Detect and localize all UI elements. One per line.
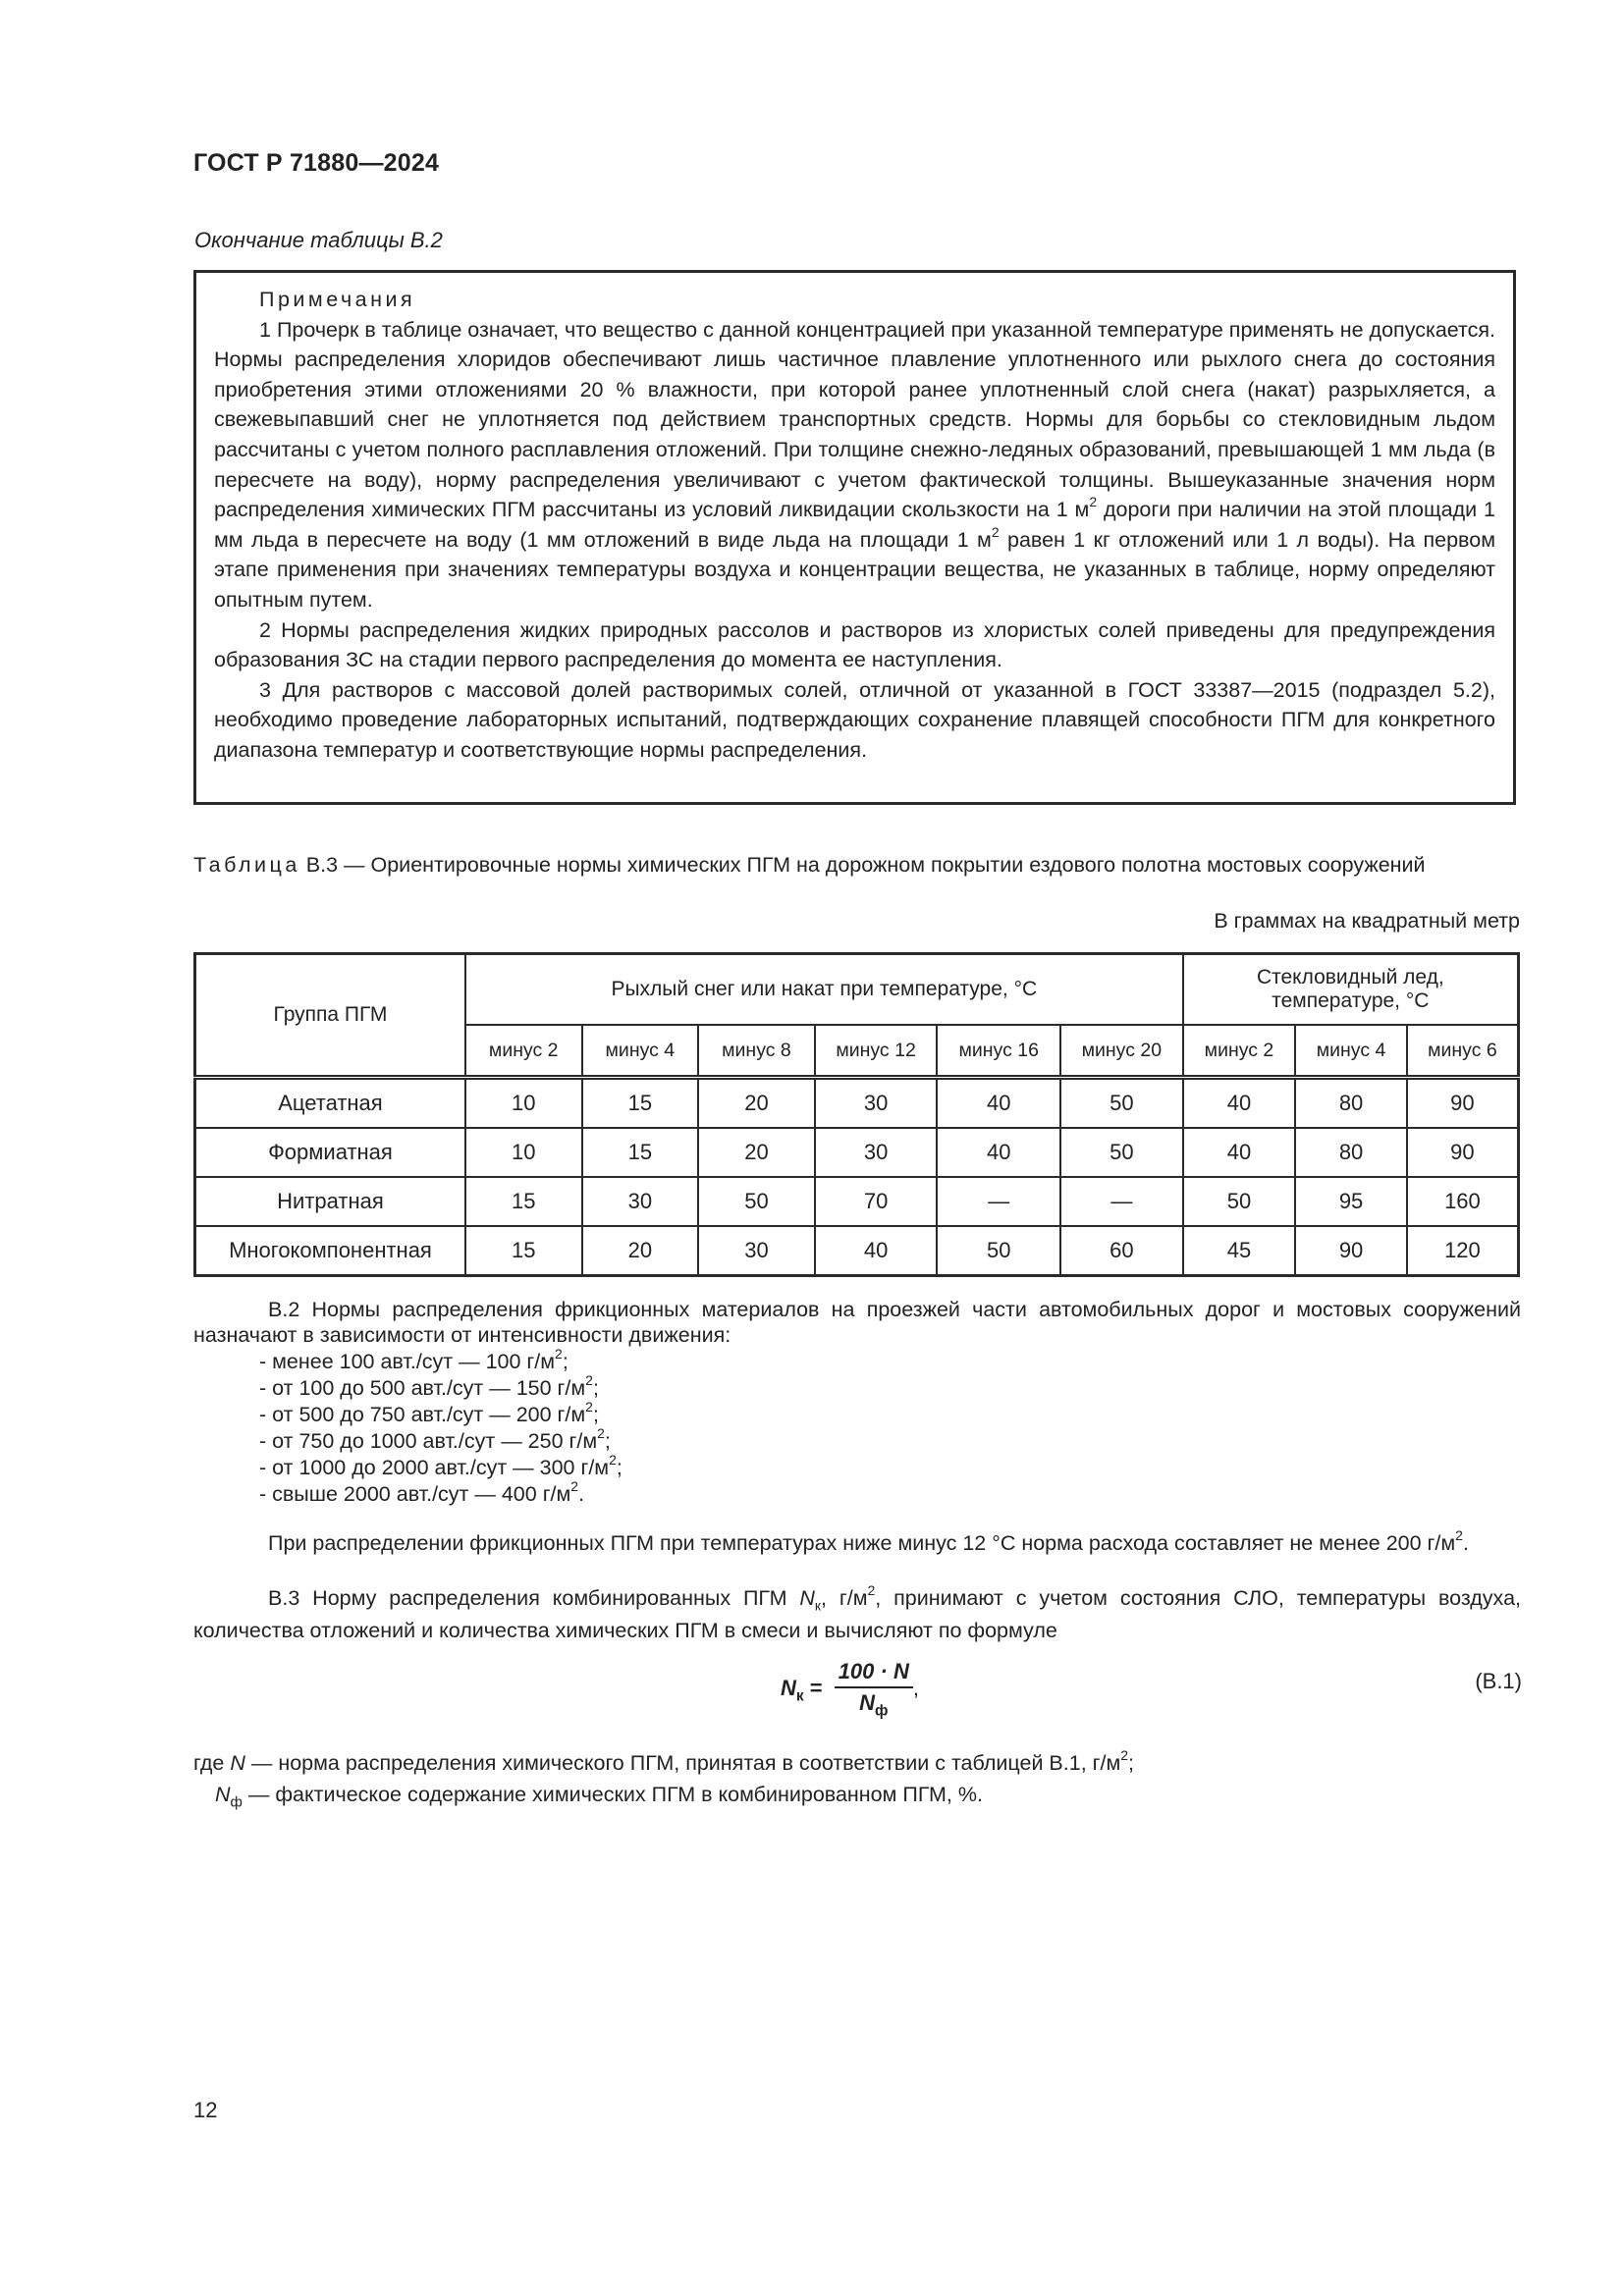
formula-fraction: $\frac{100 \cdot N}{N_ф}$ bbox=[835, 1659, 913, 1720]
table-row: Формиатная 10 15 20 30 40 50 40 80 90 bbox=[195, 1128, 1519, 1177]
notes-box bbox=[193, 270, 1516, 805]
list-item: - свыше 2000 авт./сут — 400 $г/м^2$. bbox=[259, 1477, 585, 1506]
header-temp: минус 6 bbox=[1407, 1025, 1519, 1078]
list-item: - от 100 до 500 авт./сут — 150 $г/м^2$; bbox=[259, 1371, 599, 1400]
list-item: - от 750 до 1000 авт./сут — 250 $г/м^2$; bbox=[259, 1424, 611, 1453]
table-row: Многокомпонентная 15 20 30 40 50 60 45 90 120 bbox=[195, 1226, 1519, 1276]
header-temp: минус 2 bbox=[465, 1025, 582, 1078]
section-b2-intro: В.2 Нормы распределения фрикционных материалов на проезжей части автомобильных дорог и мостовых сооружений назначают в зависимости от интенсивности движения: bbox=[193, 1298, 1521, 1347]
note-3: 3 Для растворов с массовой долей растворимых солей, отличной от указанной в ГОСТ 33387—2015 (подраздел 5.2), необходимо проведение лабораторных испытаний, подтверждающих сохранение плавящей способности ПГМ для конкретного диапазона температур и соответствующие нормы распределения. bbox=[214, 677, 1495, 762]
formula-legend bbox=[193, 1747, 1134, 1818]
header-temp: минус 4 bbox=[1295, 1025, 1407, 1078]
header-temp: минус 4 bbox=[582, 1025, 699, 1078]
list-item: - менее 100 авт./сут — 100 $г/м^2$; bbox=[259, 1345, 568, 1373]
header-group: Группа ПГМ bbox=[195, 954, 465, 1078]
norms-table bbox=[193, 952, 1520, 1277]
header-temp: минус 16 bbox=[937, 1025, 1060, 1078]
header-temp: минус 12 bbox=[815, 1025, 938, 1078]
notes-title: Примечания bbox=[259, 288, 416, 311]
table-caption: Таблица В.3 — Ориентировочные нормы химических ПГМ на дорожном покрытии ездового полотна мостовых сооружений bbox=[193, 853, 1426, 877]
legend-item: $N_ф$ — фактическое содержание химических ПГМ в комбинированном ПГМ, %. bbox=[215, 1783, 983, 1811]
list-item: - от 500 до 750 авт./сут — 200 $г/м^2$; bbox=[259, 1398, 599, 1426]
cold-temperature-note: При распределении фрикционных ПГМ при температурах ниже минус 12 °С норма расхода составляет не менее 200 $г/м^2$. bbox=[268, 1526, 1469, 1555]
legend-item: где N — норма распределения химического ПГМ, принятая в соответствии с таблицей В.1, $г/м^2$; bbox=[193, 1746, 1135, 1775]
header-loose-snow: Рыхлый снег или накат при температуре, °С bbox=[465, 954, 1183, 1026]
document-header: ГОСТ Р 71880—2024 bbox=[193, 149, 440, 177]
list-item: - от 1000 до 2000 авт./сут — 300 $г/м^2$; bbox=[259, 1451, 623, 1479]
header-glass-ice: Стекловидный лед, температуре, °С bbox=[1183, 954, 1519, 1026]
header-temp: минус 2 bbox=[1183, 1025, 1296, 1078]
formula-number: (В.1) bbox=[1475, 1669, 1522, 1693]
table-row: Нитратная 15 30 50 70 — — 50 95 160 bbox=[195, 1177, 1519, 1226]
header-temp: минус 8 bbox=[698, 1025, 815, 1078]
section-b3-text: В.3 Норму распределения комбинированных ПГМ $N_к$, $г/м^2$, принимают с учетом состояния СЛО, температуры воздуха, количества отложений и количества химических ПГМ в смеси и вычисляют по формуле bbox=[193, 1581, 1521, 1642]
note-1: 1 Прочерк в таблице означает, что вещество с данной концентрацией при указанной температуре применять не допускается. Нормы распределения хлоридов обеспечивают лишь частичное плавление уплотненного или рыхлого снега до состояния приобретения этими отложениями 20 % влажности, при которой ранее уплотненный слой снега (накат) разрыхляется, а свежевыпавший снег не уплотняется под действием транспортных средств. Нормы для борьбы со стекловидным льдом рассчитаны с учетом полного расплавления отложений. При толщине снежно-ледяных образований, превышающей 1 мм льда (в пересчете на воду), норму распределения увеличивают с учетом фактической толщины. Вышеуказанные значения норм распределения химических ПГМ рассчитаны из условий ликвидации скользкости на 1 $м^2$ дороги при наличии на этой площади 1 мм льда в пересчете на воду (1 мм отложений в виде льда на площади 1 $м^2$ равен 1 кг отложений или 1 л воды). На первом этапе применения при значениях температуры воздуха и концентрации вещества, не указанных в таблице, норму определяют опытным путем. bbox=[214, 317, 1495, 612]
page-number: 12 bbox=[193, 2098, 218, 2122]
table-row: Ацетатная 10 15 20 30 40 50 40 80 90 bbox=[195, 1078, 1519, 1129]
table-continuation-label: Окончание таблицы В.2 bbox=[194, 228, 443, 252]
header-temp: минус 20 bbox=[1060, 1025, 1183, 1078]
table-units: В граммах на квадратный метр bbox=[1214, 909, 1520, 933]
formula-b1: $N_к$ = $\frac{100 \cdot N}{N_ф}$ , bbox=[781, 1659, 919, 1720]
note-2: 2 Нормы распределения жидких природных рассолов и растворов из хлористых солей приведены для предупреждения образования ЗС на стадии первого распределения до момента ее наступления. bbox=[214, 617, 1495, 672]
